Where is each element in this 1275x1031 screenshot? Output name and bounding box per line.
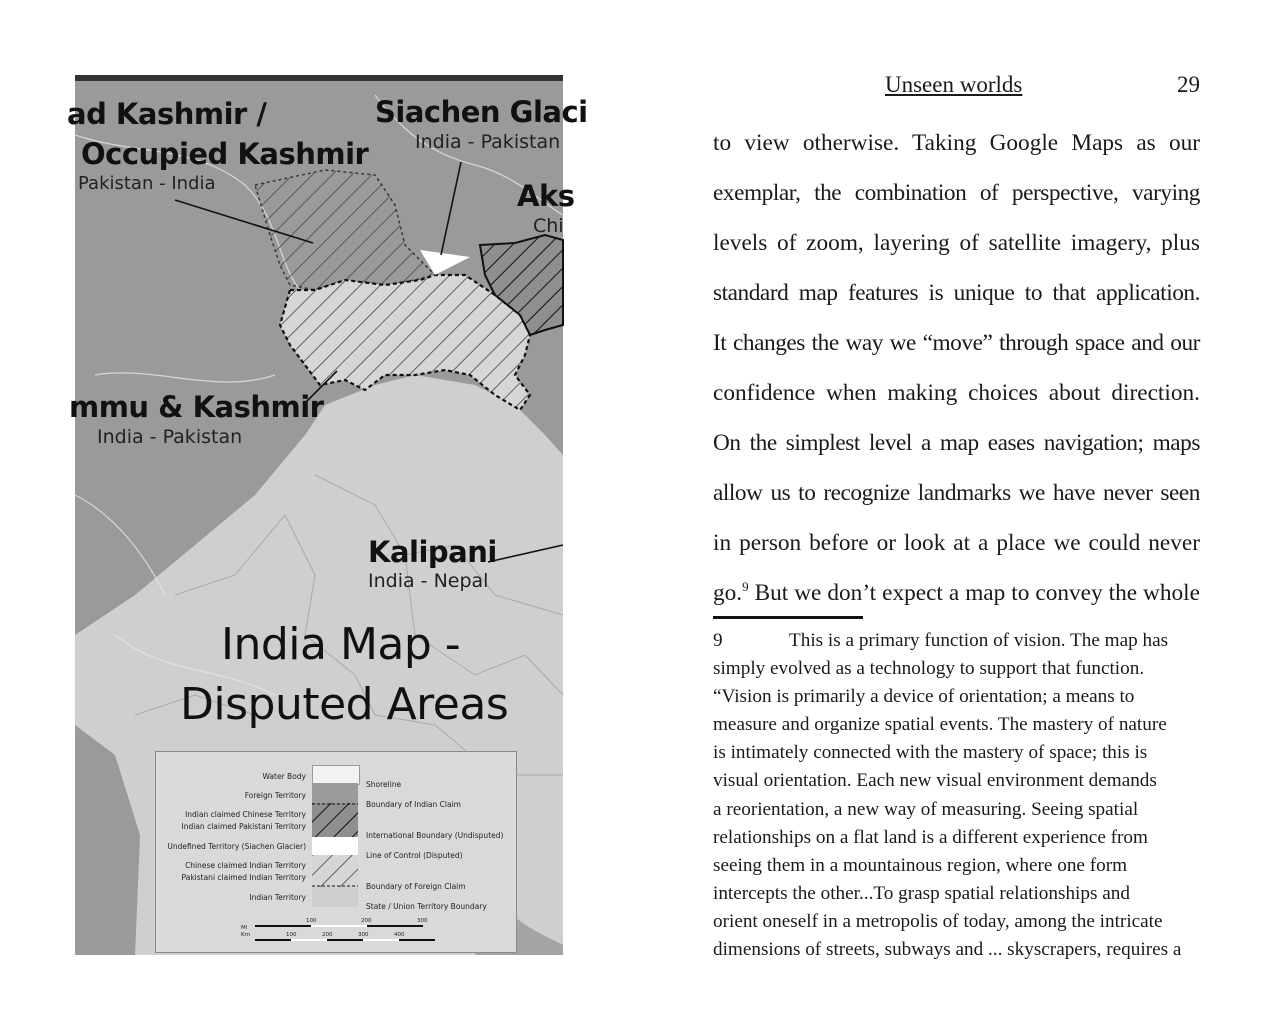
footnote-reference[interactable]: 9 — [742, 579, 749, 595]
legend-left-7: Indian Territory — [249, 893, 306, 902]
scale-km-tick: 400 — [394, 932, 405, 938]
scale-mi-tick: 200 — [361, 918, 372, 924]
map-label-kalipani: Kalipani — [368, 535, 497, 569]
footnote-line: dimensions of streets, subways and ... skyscrapers, requires a — [713, 939, 1182, 961]
footnote-line: seeing them in a mountainous region, where one form — [713, 854, 1128, 876]
body-line-last: go.$^9$ But we don’t expect a map to convey the whole — [713, 579, 1200, 606]
body-line: On the simplest level a map eases navigation; maps — [713, 430, 1200, 456]
body-line: in person before or look at a place we could never — [713, 530, 1200, 556]
map-title-line1: India Map - — [221, 619, 461, 670]
page-number: 29 — [1177, 72, 1200, 97]
body-line: confidence when making choices about direction. — [713, 380, 1200, 406]
body-line: standard map features is unique to that application. — [713, 280, 1200, 306]
footnote-line: intercepts the other...To grasp spatial relationships and — [713, 882, 1130, 904]
footnote-line: simply evolved as a technology to support that function. — [713, 658, 1145, 680]
legend-swatch-foreign — [312, 783, 358, 803]
map-label-aksai-sub: Chi — [533, 215, 564, 237]
footnote-line: orient oneself in a metropolis of today, among the intricate — [713, 910, 1163, 932]
footnote-line: relationships on a flat land is a different experience from — [713, 826, 1148, 848]
footnote-line: measure and organize spatial events. The mastery of nature — [713, 714, 1167, 736]
page-header — [713, 72, 1200, 102]
body-line: to view otherwise. Taking Google Maps as our — [713, 130, 1200, 156]
disputed-areas-map — [67, 75, 588, 955]
legend-left-1: Foreign Territory — [244, 791, 306, 800]
legend-right-1: Boundary of Indian Claim — [366, 800, 461, 809]
body-line: allow us to recognize landmarks we have never seen — [713, 480, 1200, 506]
map-label-occupied-kashmir: Occupied Kashmir — [81, 137, 369, 171]
legend-left-6: Pakistani claimed Indian Territory — [181, 873, 306, 882]
scale-km-tick: 200 — [322, 932, 333, 938]
footnote — [713, 627, 1200, 964]
footnote-line: visual orientation. Each new visual environment demands — [713, 770, 1157, 792]
footnote-line: 9 This is a primary function of vision. The map has — [713, 627, 1200, 655]
footnote-divider — [713, 616, 863, 619]
legend-hatch-dark — [312, 803, 358, 837]
map-label-azad-sub: Pakistan - India — [78, 173, 216, 194]
footnote-line: “Vision is primarily a device of orientation; a means to — [713, 686, 1135, 708]
map-label-aksai-chin: Aks — [517, 179, 575, 213]
legend-right-2: International Boundary (Undisputed) — [366, 831, 504, 840]
map-label-siachen-sub: India - Pakistan — [415, 131, 561, 153]
map-legend — [155, 751, 517, 953]
map-label-siachen: Siachen Glaci — [375, 95, 588, 129]
body-line: exemplar, the combination of perspective, varying — [713, 180, 1200, 206]
map-label-kalipani-sub: India - Nepal — [368, 570, 489, 592]
footnote-line: is intimately connected with the mastery of space; this is — [713, 742, 1148, 764]
legend-swatch-water — [312, 765, 360, 785]
scale-mi-tick: 100 — [306, 918, 317, 924]
footnote-line: a reorientation, a new way of measuring. Seeing spatial — [713, 798, 1139, 820]
scale-km-tick: 100 — [286, 932, 297, 938]
scale-km-label: Km — [241, 932, 250, 938]
legend-swatch-indian — [312, 887, 358, 907]
map-label-azad-kashmir: ad Kashmir / — [67, 97, 267, 131]
legend-left-3: Indian claimed Pakistani Territory — [181, 822, 306, 831]
legend-right-4: Boundary of Foreign Claim — [366, 882, 466, 891]
scale-mi-label: Mi — [241, 925, 248, 931]
legend-right-3: Line of Control (Disputed) — [366, 851, 463, 860]
running-title: Unseen worlds — [885, 72, 1023, 97]
legend-swatch-undefined — [312, 837, 358, 855]
body-text — [713, 118, 1200, 618]
scale-bar — [241, 918, 441, 944]
legend-swatch-claimed-foreign — [312, 803, 358, 837]
legend-left-2: Indian claimed Chinese Territory — [185, 810, 306, 819]
legend-right-0: Shoreline — [366, 780, 402, 789]
scale-mi-tick: 300 — [417, 918, 428, 924]
legend-left-5: Chinese claimed Indian Territory — [185, 861, 306, 870]
legend-left-0: Water Body — [262, 772, 306, 781]
body-line: levels of zoom, layering of satellite imagery, plus — [713, 230, 1200, 256]
map-label-jammu-kashmir-sub: India - Pakistan — [97, 426, 243, 448]
legend-hatch-light — [312, 855, 358, 887]
legend-right-5: State / Union Territory Boundary — [366, 902, 487, 911]
footnote-number: 9 — [713, 630, 723, 651]
map-title-line2: Disputed Areas — [180, 679, 509, 730]
map-label-jammu-kashmir: mmu & Kashmir — [69, 390, 324, 424]
legend-swatch-claimed-indian — [312, 855, 358, 887]
legend-left-4: Undefined Territory (Siachen Glacier) — [167, 842, 306, 851]
body-line: It changes the way we “move” through space and our — [713, 330, 1200, 356]
scale-km-tick: 300 — [358, 932, 369, 938]
